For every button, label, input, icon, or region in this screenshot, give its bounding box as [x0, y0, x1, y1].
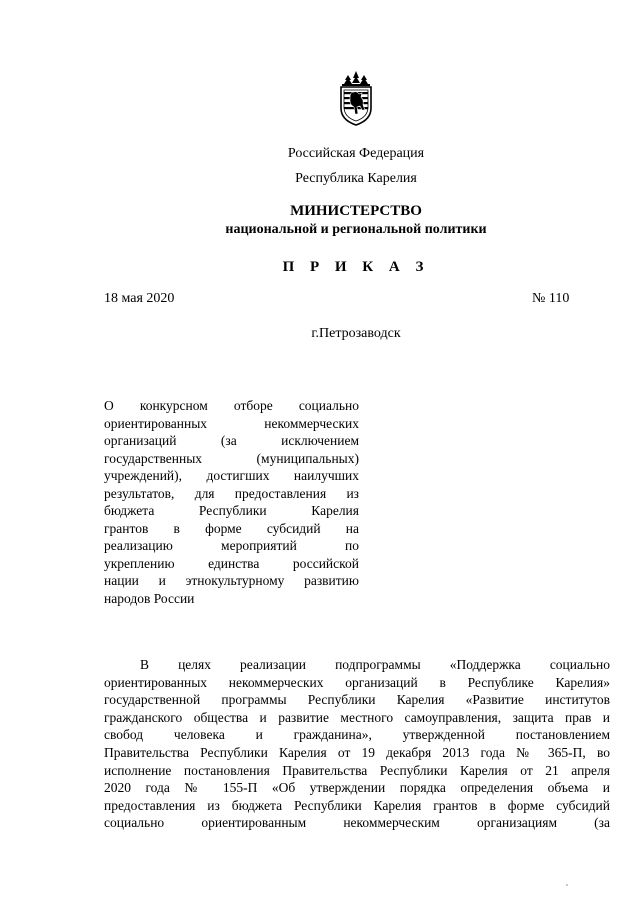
subject-line: ориентированных некоммерческих [104, 415, 359, 431]
subject-line: укреплению единства российской [104, 555, 359, 571]
body-line: 2020 года № 155-П «Об утверждении порядка определения объема и [104, 780, 610, 796]
subject-line: нации и этнокультурному развитию [104, 573, 359, 588]
coat-of-arms-icon [336, 70, 376, 126]
body-line: социально ориентированным некоммерческим организациям (за [104, 815, 610, 831]
subject-line: О конкурсном отборе социально [104, 398, 359, 413]
subject-line: учреждений), достигших наилучших [104, 468, 359, 483]
ministry-subtitle: национальной и региональной политики [225, 222, 487, 237]
order-subject [104, 397, 359, 607]
body-line: предоставления из бюджета Республики Карелия грантов в форме субсидий [104, 797, 610, 813]
subject-line: народов России [104, 590, 195, 606]
body-line: гражданского общества и развитие местного самоуправления, защита прав и [104, 709, 610, 725]
document-date: 18 мая 2020 [104, 291, 175, 306]
document-type: П Р И К А З [282, 259, 430, 275]
order-body [104, 656, 610, 832]
scan-speck [566, 884, 568, 886]
body-line: ориентированных некоммерческих организаций в Республике Карелия» [104, 674, 610, 690]
subject-line: реализацию мероприятий по [104, 538, 359, 553]
body-line: государственной программы Республики Карелия «Развитие институтов [104, 692, 610, 708]
body-line: исполнение постановления Правительства Республики Карелия от 21 апреля [104, 762, 610, 778]
subject-line: бюджета Республики Карелия [104, 503, 359, 518]
subject-line: грантов в форме субсидий на [104, 520, 359, 536]
subject-line: государственных (муниципальных) [104, 450, 359, 466]
document-city: г.Петрозаводск [311, 326, 401, 341]
body-line: Правительства Республики Карелия от 19 декабря 2013 года № 365-П, во [104, 744, 610, 760]
body-line: В целях реализации подпрограммы «Поддержка социально [140, 657, 610, 672]
subject-line: результатов, для предоставления из [104, 485, 359, 501]
body-line: свобод человека и гражданина», утвержденной постановлением [104, 727, 610, 743]
subject-line: организаций (за исключением [104, 433, 359, 448]
ministry-title: МИНИСТЕРСТВО [290, 203, 422, 219]
republic-label: Республика Карелия [295, 171, 417, 186]
federation-label: Российская Федерация [287, 146, 425, 161]
document-number: № 110 [532, 291, 570, 306]
